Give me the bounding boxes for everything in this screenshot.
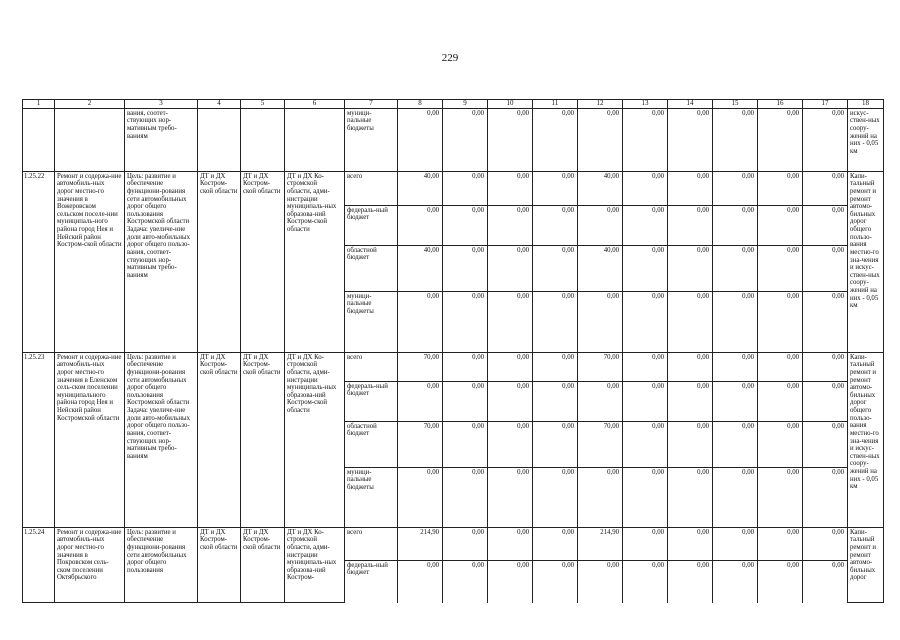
- participants-cell: ДТ и ДХ Ко-стромской области, адми-нистрации муниципаль-ных образова-ний Костром-ской области: [285, 352, 345, 527]
- value-cell: 0,00: [443, 245, 488, 291]
- funding-source: федераль-ный бюджет: [345, 560, 398, 603]
- value-cell: 0,00: [488, 560, 533, 603]
- value-cell: 0,00: [488, 421, 533, 467]
- column-header: 13: [623, 100, 668, 109]
- value-cell: 0,00: [758, 381, 803, 421]
- value-cell: 0,00: [398, 205, 443, 245]
- value-cell: 0,00: [758, 291, 803, 352]
- value-cell: 0,00: [398, 467, 443, 527]
- funding-source: муници-пальные бюджеты: [345, 108, 398, 171]
- funding-source: муници-пальные бюджеты: [345, 291, 398, 352]
- value-cell: 0,00: [668, 467, 713, 527]
- value-cell: 0,00: [533, 205, 578, 245]
- value-cell: 0,00: [443, 352, 488, 381]
- value-cell: 0,00: [668, 205, 713, 245]
- value-cell: 0,00: [623, 171, 668, 205]
- value-cell: 0,00: [668, 421, 713, 467]
- value-cell: 40,00: [578, 171, 623, 205]
- column-header: 7: [345, 100, 398, 109]
- table-row: [23, 527, 884, 560]
- value-cell: 0,00: [668, 352, 713, 381]
- funding-source: муници-пальные бюджеты: [345, 467, 398, 527]
- value-cell: 0,00: [803, 245, 848, 291]
- value-cell: 0,00: [578, 291, 623, 352]
- column-header: 8: [398, 100, 443, 109]
- goal-cell: Цель: развитие и обеспечение функциони-рования сети автомобильных дорог общего пользования: [125, 527, 198, 603]
- value-cell: 0,00: [803, 527, 848, 560]
- value-cell: 0,00: [398, 381, 443, 421]
- funding-source: всего: [345, 352, 398, 381]
- page-number: 229: [441, 52, 459, 64]
- value-cell: 0,00: [668, 171, 713, 205]
- value-cell: 0,00: [488, 467, 533, 527]
- note-cell: Капи-тальный ремонт и ремонт автомо-бильных дорог общего пользо-вания местно-го зна-чения и искус-ствен-ных соору-жений на них - 0,05 км: [848, 352, 884, 527]
- value-cell: 0,00: [713, 171, 758, 205]
- value-cell: 40,00: [578, 245, 623, 291]
- funding-source: всего: [345, 527, 398, 560]
- value-cell: 0,00: [713, 205, 758, 245]
- column-header: 15: [713, 100, 758, 109]
- column-header: 18: [848, 100, 884, 109]
- value-cell: 0,00: [623, 245, 668, 291]
- item-code: 1.25.23: [23, 352, 55, 527]
- value-cell: 0,00: [758, 527, 803, 560]
- value-cell: 0,00: [623, 381, 668, 421]
- table-row: [23, 171, 884, 205]
- value-cell: 0,00: [758, 108, 803, 171]
- value-cell: 40,00: [398, 245, 443, 291]
- coexecutor-cell: ДТ и ДХ Костром-ской области: [241, 527, 285, 603]
- value-cell: 0,00: [668, 560, 713, 603]
- value-cell: 0,00: [803, 381, 848, 421]
- value-cell: 0,00: [488, 291, 533, 352]
- value-cell: 0,00: [623, 527, 668, 560]
- funding-source: федераль-ный бюджет: [345, 381, 398, 421]
- value-cell: 0,00: [803, 171, 848, 205]
- value-cell: 0,00: [533, 527, 578, 560]
- value-cell: 0,00: [443, 205, 488, 245]
- value-cell: 0,00: [623, 108, 668, 171]
- value-cell: 70,00: [398, 421, 443, 467]
- value-cell: 0,00: [668, 381, 713, 421]
- column-header: 14: [668, 100, 713, 109]
- value-cell: 0,00: [803, 421, 848, 467]
- value-cell: 0,00: [803, 291, 848, 352]
- value-cell: 0,00: [713, 560, 758, 603]
- value-cell: 0,00: [443, 171, 488, 205]
- funding-source: всего: [345, 171, 398, 205]
- value-cell: 0,00: [488, 205, 533, 245]
- value-cell: 0,00: [578, 560, 623, 603]
- value-cell: 0,00: [488, 527, 533, 560]
- value-cell: 0,00: [758, 560, 803, 603]
- value-cell: 0,00: [533, 381, 578, 421]
- column-header: 11: [533, 100, 578, 109]
- value-cell: 0,00: [713, 527, 758, 560]
- value-cell: 0,00: [803, 560, 848, 603]
- value-cell: 0,00: [578, 467, 623, 527]
- item-name: Ремонт и содержа-ние автомобиль-ных дорог местно-го значения в Еленском сель-ском поселении муниципального района город Нея и Нейский район Костромской области: [55, 352, 125, 527]
- value-cell: 0,00: [488, 108, 533, 171]
- value-cell: 0,00: [623, 560, 668, 603]
- goal-cell: Цель: развитие и обеспечение функциони-рования сети автомобильных дорог общего пользования Костромской области Задача: увеличе-ние доли авто-мобильных дорог общего пользо-вания, соответ-ствующих нор-мативным требо-ваниям: [125, 171, 198, 352]
- value-cell: 0,00: [668, 245, 713, 291]
- value-cell: 0,00: [668, 291, 713, 352]
- column-header: 6: [285, 100, 345, 109]
- value-cell: 214,90: [398, 527, 443, 560]
- value-cell: 0,00: [623, 205, 668, 245]
- value-cell: 0,00: [443, 560, 488, 603]
- value-cell: 0,00: [398, 560, 443, 603]
- value-cell: 0,00: [623, 421, 668, 467]
- funding-source: областной бюджет: [345, 245, 398, 291]
- value-cell: 0,00: [713, 352, 758, 381]
- item-code: 1.25.24: [23, 527, 55, 603]
- column-header: 1: [23, 100, 55, 109]
- value-cell: 0,00: [488, 381, 533, 421]
- value-cell: 0,00: [668, 108, 713, 171]
- value-cell: 0,00: [443, 381, 488, 421]
- value-cell: 0,00: [533, 352, 578, 381]
- value-cell: 0,00: [713, 245, 758, 291]
- value-cell: 0,00: [713, 421, 758, 467]
- header-row: [23, 100, 884, 109]
- executor-cell: ДТ и ДХ Костром-ской области: [198, 352, 241, 527]
- value-cell: 0,00: [533, 421, 578, 467]
- value-cell: 0,00: [533, 467, 578, 527]
- value-cell: 70,00: [578, 421, 623, 467]
- goal-cell: Цель: развитие и обеспечение функциони-рования сети автомобильных дорог общего пользования Костромской области Задача: увеличе-ние доли авто-мобильных дорог общего пользо-вания, соответ-ствующих нор-мативным требо-ваниям: [125, 352, 198, 527]
- value-cell: 0,00: [713, 291, 758, 352]
- value-cell: 0,00: [533, 108, 578, 171]
- participants-cell: ДТ и ДХ Ко-стромской области, адми-нистрации муниципаль-ных образова-ний Костром-ской области: [285, 171, 345, 352]
- column-header: 16: [758, 100, 803, 109]
- coexecutor-cell: ДТ и ДХ Костром-ской области: [241, 352, 285, 527]
- funding-source: областной бюджет: [345, 421, 398, 467]
- value-cell: 0,00: [443, 467, 488, 527]
- value-cell: 0,00: [803, 467, 848, 527]
- value-cell: 0,00: [443, 527, 488, 560]
- value-cell: 0,00: [533, 245, 578, 291]
- column-header: 10: [488, 100, 533, 109]
- item-name: Ремонт и содержа-ние автомобиль-ных дорог местно-го значения в Вожеровском сельском поселе-нии муниципаль-ного района город Нея и Нейский район Костром-ской области: [55, 171, 125, 352]
- goal-cell: вания, соотет-ствующих нор-мативным требо-ваниям: [125, 108, 198, 171]
- value-cell: 0,00: [578, 381, 623, 421]
- column-header: 3: [125, 100, 198, 109]
- value-cell: 0,00: [713, 381, 758, 421]
- value-cell: 0,00: [803, 205, 848, 245]
- value-cell: 0,00: [623, 352, 668, 381]
- value-cell: 0,00: [443, 421, 488, 467]
- column-header: 9: [443, 100, 488, 109]
- note-cell: Капи-тальный ремонт и ремонт автомо-бильных дорог: [848, 527, 884, 603]
- column-header: 12: [578, 100, 623, 109]
- column-header: 17: [803, 100, 848, 109]
- value-cell: 0,00: [488, 245, 533, 291]
- note-cell: искус-ствен-ных соору-жений на них - 0,05 км: [848, 108, 884, 171]
- value-cell: 214,90: [578, 527, 623, 560]
- value-cell: 0,00: [488, 171, 533, 205]
- value-cell: 0,00: [443, 108, 488, 171]
- value-cell: 40,00: [398, 171, 443, 205]
- value-cell: 0,00: [758, 352, 803, 381]
- note-cell: Капи-тальный ремонт и ремонт автомо-бильных дорог общего пользо-вания местно-го зна-чения и искус-ствен-ных соору-жений на них - 0,05 км: [848, 171, 884, 352]
- table-row: [23, 352, 884, 381]
- value-cell: 0,00: [398, 108, 443, 171]
- value-cell: 0,00: [668, 527, 713, 560]
- column-header: 4: [198, 100, 241, 109]
- value-cell: 0,00: [488, 352, 533, 381]
- value-cell: 0,00: [623, 291, 668, 352]
- executor-cell: ДТ и ДХ Костром-ской области: [198, 527, 241, 603]
- value-cell: 0,00: [533, 291, 578, 352]
- item-code: 1.25.22: [23, 171, 55, 352]
- table-row: [23, 108, 884, 171]
- item-name: Ремонт и содержа-ние автомобиль-ных дорог местно-го значения в Покровском сель-ском поселении Октябрьского: [55, 527, 125, 603]
- value-cell: 0,00: [758, 205, 803, 245]
- value-cell: 0,00: [578, 205, 623, 245]
- column-header: 5: [241, 100, 285, 109]
- participants-cell: ДТ и ДХ Ко-стромской области, адми-нистрации муниципаль-ных образова-ний Костром-: [285, 527, 345, 603]
- value-cell: 0,00: [758, 245, 803, 291]
- value-cell: 0,00: [758, 467, 803, 527]
- value-cell: 0,00: [803, 352, 848, 381]
- value-cell: 0,00: [533, 171, 578, 205]
- value-cell: 0,00: [623, 467, 668, 527]
- value-cell: 0,00: [758, 421, 803, 467]
- column-header: 2: [55, 100, 125, 109]
- funding-source: федераль-ный бюджет: [345, 205, 398, 245]
- value-cell: 70,00: [398, 352, 443, 381]
- value-cell: 0,00: [533, 560, 578, 603]
- value-cell: 0,00: [758, 171, 803, 205]
- executor-cell: ДТ и ДХ Костром-ской области: [198, 171, 241, 352]
- coexecutor-cell: ДТ и ДХ Костром-ской области: [241, 171, 285, 352]
- value-cell: 70,00: [578, 352, 623, 381]
- value-cell: 0,00: [803, 108, 848, 171]
- value-cell: 0,00: [713, 467, 758, 527]
- budget-table: [22, 99, 884, 603]
- value-cell: 0,00: [398, 291, 443, 352]
- value-cell: 0,00: [578, 108, 623, 171]
- value-cell: 0,00: [713, 108, 758, 171]
- value-cell: 0,00: [443, 291, 488, 352]
